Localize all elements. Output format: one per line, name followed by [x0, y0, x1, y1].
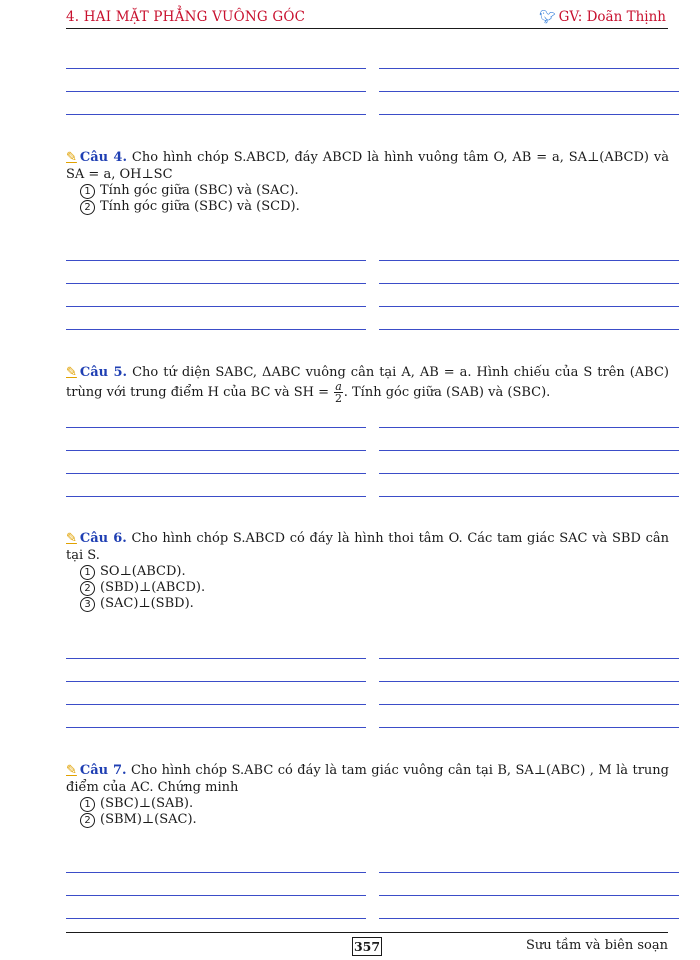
answer-line-row — [66, 46, 679, 69]
pen-icon: ✎ — [66, 150, 77, 165]
item-text: (SBC)⊥(SAB). — [100, 796, 194, 811]
fraction — [334, 381, 343, 404]
question-4-item-1 — [66, 183, 669, 199]
answer-line-row — [66, 238, 679, 261]
fraction-denominator: 2 — [334, 392, 342, 405]
answer-lines-q7 — [66, 850, 679, 919]
question-7-statement — [66, 762, 669, 796]
answer-line-row — [66, 659, 679, 682]
answer-line-row — [66, 636, 679, 659]
question-5-text: Cho tứ diện SABC, ΔABC vuông cân tại A, AB = a. Hình chiếu của S trên (ABC) trùng với trung điểm H của BC và SH = — [66, 365, 669, 400]
answer-line-row — [66, 69, 679, 92]
pen-icon: ✎ — [66, 763, 77, 778]
question-7 — [66, 762, 669, 828]
item-text: (SAC)⊥(SBD). — [100, 596, 194, 611]
question-6-label: Câu 6. — [79, 531, 127, 546]
footer-credit: Sưu tầm và biên soạn — [526, 938, 668, 953]
question-6-item-1 — [66, 564, 669, 580]
answer-line-row — [66, 451, 679, 474]
question-5-statement — [66, 364, 669, 404]
item-number-circle: 1 — [80, 797, 95, 812]
question-6-item-3 — [66, 596, 669, 612]
question-4 — [66, 149, 669, 215]
answer-line-row — [66, 261, 679, 284]
question-7-item-1 — [66, 796, 669, 812]
question-6-text: Cho hình chóp S.ABCD có đáy là hình thoi tâm O. Các tam giác SAC và SBD cân tại S. — [66, 531, 669, 563]
item-number-circle: 1 — [80, 184, 95, 199]
question-7-label: Câu 7. — [79, 763, 127, 778]
answer-line-row — [66, 896, 679, 919]
question-5-label: Câu 5. — [79, 365, 128, 380]
question-7-text: Cho hình chóp S.ABC có đáy là tam giác vuông cân tại B, SA⊥(ABC) , M là trung điểm của AC. Chứng minh — [66, 763, 669, 795]
item-text: Tính góc giữa (SBC) và (SCD). — [100, 199, 300, 214]
item-number-circle: 2 — [80, 200, 95, 215]
question-4-text: Cho hình chóp S.ABCD, đáy ABCD là hình vuông tâm O, AB = a, SA⊥(ABCD) và SA = a, OH⊥SC — [66, 150, 669, 182]
twitter-bird-icon: 🐦︎ — [539, 10, 556, 25]
question-7-item-2 — [66, 812, 669, 828]
author-label — [539, 9, 666, 25]
item-number-circle: 1 — [80, 565, 95, 580]
item-text: (SBD)⊥(ABCD). — [100, 580, 206, 595]
question-6-statement — [66, 530, 669, 564]
question-5 — [66, 364, 669, 404]
page-number: 357 — [353, 939, 381, 954]
answer-line-row — [66, 850, 679, 873]
question-4-item-2 — [66, 199, 669, 215]
item-number-circle: 2 — [80, 813, 95, 828]
question-6 — [66, 530, 669, 612]
pen-icon: ✎ — [66, 531, 77, 546]
item-number-circle: 2 — [80, 581, 95, 596]
item-text: SO⊥(ABCD). — [100, 564, 186, 579]
author-name: GV: Doãn Thịnh — [558, 9, 666, 25]
answer-line-row — [66, 682, 679, 705]
answer-line-row — [66, 428, 679, 451]
question-4-label: Câu 4. — [79, 150, 127, 165]
item-text: Tính góc giữa (SBC) và (SAC). — [100, 183, 299, 198]
answer-line-row — [66, 92, 679, 115]
answer-lines-q4 — [66, 238, 679, 330]
item-text: (SBM)⊥(SAC). — [100, 812, 197, 827]
item-number-circle: 3 — [80, 597, 95, 612]
question-6-item-2 — [66, 580, 669, 596]
page-header — [66, 8, 668, 29]
answer-line-row — [66, 307, 679, 330]
footer-rule — [66, 932, 668, 933]
answer-lines-top — [66, 46, 679, 115]
pen-icon: ✎ — [66, 365, 77, 380]
fraction-numerator: a — [335, 380, 342, 393]
chapter-title: 4. HAI MẶT PHẲNG VUÔNG GÓC — [66, 9, 306, 25]
answer-lines-q6 — [66, 636, 679, 728]
answer-line-row — [66, 284, 679, 307]
question-5-text-end: . Tính góc giữa (SAB) và (SBC). — [343, 385, 551, 400]
question-4-statement — [66, 149, 669, 183]
answer-line-row — [66, 705, 679, 728]
answer-lines-q5 — [66, 405, 679, 497]
answer-line-row — [66, 873, 679, 896]
answer-line-row — [66, 474, 679, 497]
answer-line-row — [66, 405, 679, 428]
